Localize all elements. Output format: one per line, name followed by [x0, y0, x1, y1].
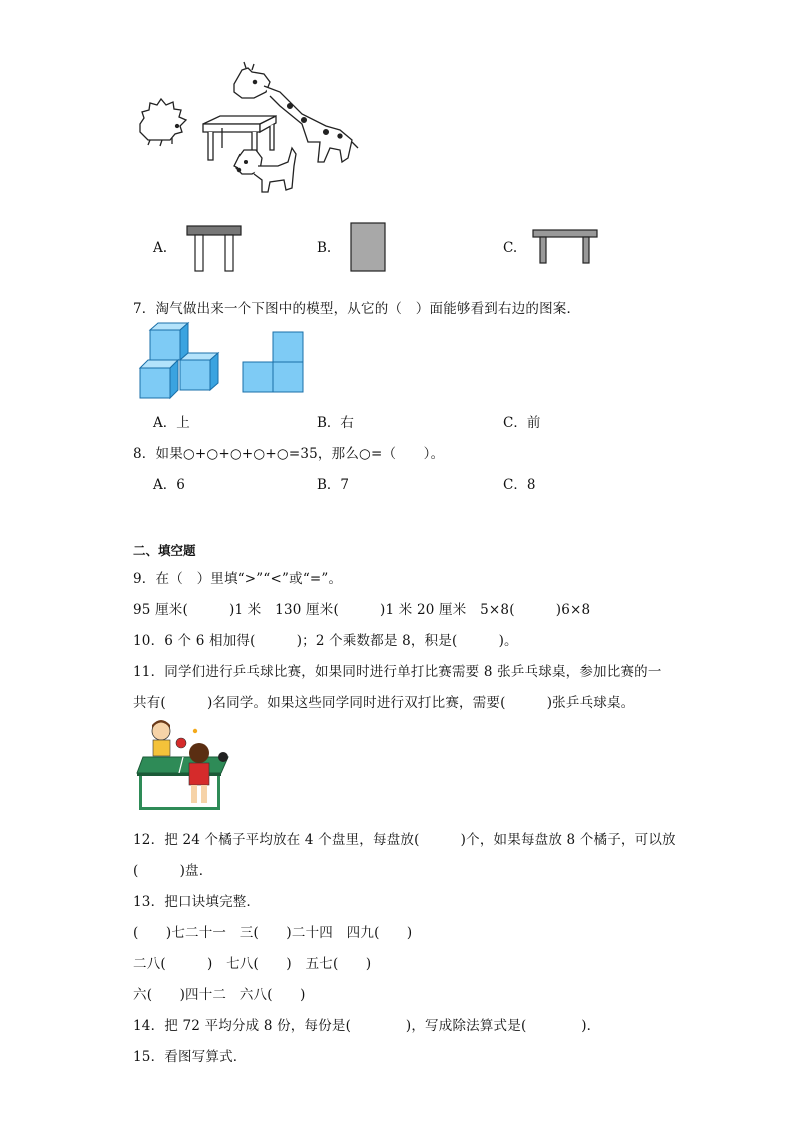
q7-option-a[interactable]: A．上 — [153, 415, 190, 431]
q13-line3[interactable]: 六( )四十二 六八( ) — [133, 987, 306, 1003]
q13-line2[interactable]: 二八( ) 七八( ) 五七( ) — [133, 956, 372, 972]
table-icon — [203, 116, 276, 160]
q9-fill-line[interactable]: 95 厘米( )1 米 130 厘米( )1 米 20 厘米 5×8( )6×8 — [133, 602, 591, 618]
q12-line1[interactable]: 12．把 24 个橘子平均放在 4 个盘里，每盘放( )个，如果每盘放 8 个橘子，可以放 — [133, 832, 676, 848]
q6-option-c[interactable]: C. — [503, 240, 518, 256]
q14-question[interactable]: 14．把 72 平均分成 8 份，每份是( )，写成除法算式是( )． — [133, 1018, 601, 1034]
animals-illustration — [130, 62, 370, 207]
q8-option-c[interactable]: C．8 — [503, 477, 536, 493]
section-title: 二、填空题 — [133, 543, 196, 558]
q13-line1[interactable]: ( )七二十一 三( )二十四 四九( ) — [133, 925, 413, 941]
q11-line2[interactable]: 共有( )名同学。如果这些同学同时进行双打比赛，需要( )张乒乓球桌。 — [133, 695, 635, 711]
q8-option-a[interactable]: A．6 — [153, 477, 185, 493]
q9-question: 9．在（ ）里填“>”“<”或“=”。 — [133, 571, 343, 587]
q7-view-pattern — [242, 330, 306, 394]
q11-line1: 11．同学们进行乒乓球比赛，如果同时进行单打比赛需要 8 张乒乓球桌，参加比赛的一 — [133, 664, 662, 680]
q10-question[interactable]: 10．6 个 6 相加得( )；2 个乘数都是 8，积是( )。 — [133, 633, 518, 649]
dog-icon — [234, 148, 296, 192]
q12-line2[interactable]: ( )盘． — [133, 863, 213, 879]
q6-option-c-image — [532, 228, 598, 268]
q15-question: 15．看图写算式． — [133, 1049, 247, 1065]
q7-option-b[interactable]: B．右 — [317, 415, 354, 431]
q6-option-b[interactable]: B. — [317, 240, 332, 256]
q8-question: 8．如果○+○+○+○+○=35，那么○=（ ）。 — [133, 446, 445, 462]
hedgehog-icon — [140, 99, 186, 146]
ping-pong-illustration — [133, 717, 233, 813]
q6-option-a[interactable]: A. — [153, 240, 168, 256]
q6-option-a-image — [186, 224, 242, 274]
q7-option-c[interactable]: C．前 — [503, 415, 541, 431]
q7-cube-model — [138, 322, 220, 402]
q8-option-b[interactable]: B．7 — [317, 477, 350, 493]
q7-question: 7．淘气做出来一个下图中的模型，从它的（ ）面能够看到右边的图案． — [133, 301, 581, 317]
q6-option-b-image — [350, 222, 386, 274]
q13-question: 13．把口诀填完整． — [133, 894, 261, 910]
